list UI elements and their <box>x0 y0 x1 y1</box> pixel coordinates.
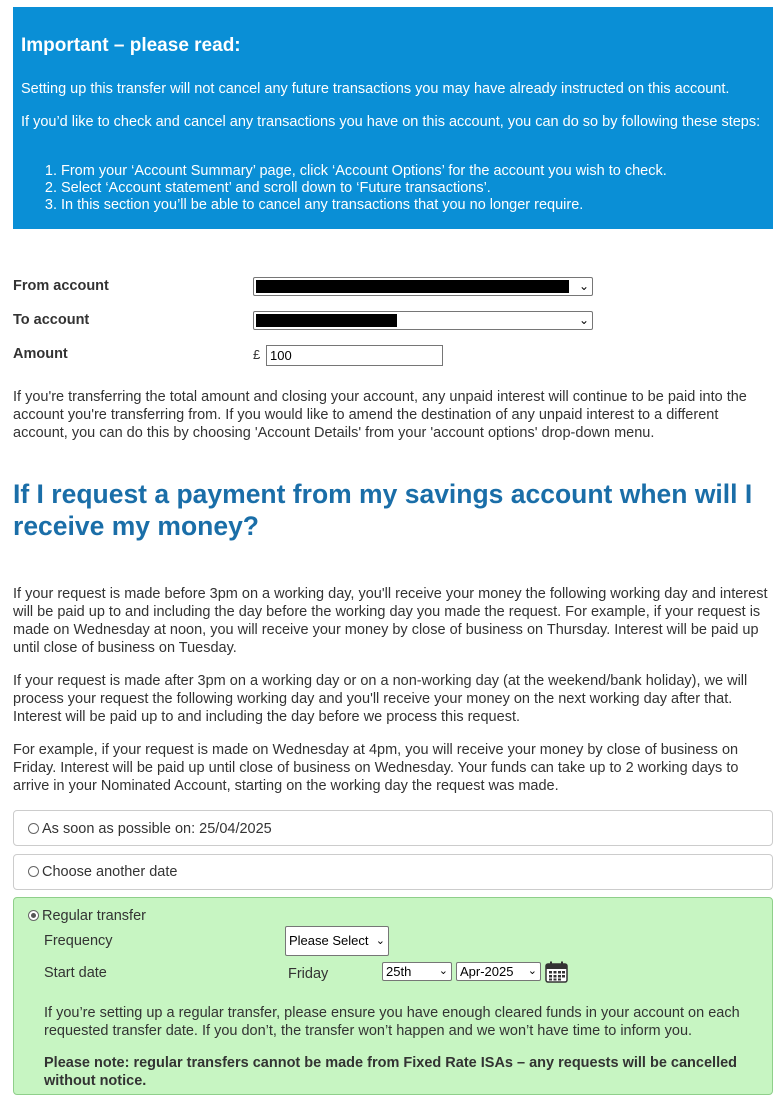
amount-input[interactable] <box>266 345 443 366</box>
start-day-value: 25th <box>386 964 412 979</box>
amount-label: Amount <box>13 346 68 362</box>
from-account-select[interactable] <box>253 277 593 296</box>
option-regular-transfer[interactable] <box>13 897 773 1095</box>
chevron-down-icon: ⌄ <box>578 279 589 293</box>
chevron-down-icon: ⌄ <box>578 313 589 327</box>
closing-account-note: If you're transferring the total amount and closing your account, any unpaid interest will continue to be paid into the account you're transferring from. If you would like to amend the destination of any unpaid interest to a different account, you can do this by choosing 'Account Details' from your 'account options' drop-down menu. <box>13 389 747 441</box>
info-para-3: For example, if your request is made on Wednesday at 4pm, you will receive your money by close of business on Friday. Interest will be paid up until close of business on Wednesday. Your funds can take up to 2 working days to arrive in your Nominated Account, starting on the working day the request was made. <box>13 742 739 794</box>
asap-label: As soon as possible on: 25/04/2025 <box>42 821 272 837</box>
start-day-select[interactable] <box>382 962 452 981</box>
notice-para-2: If you’d like to check and cancel any transactions you have on this account, you can do so by following these steps: <box>21 114 761 130</box>
calendar-icon[interactable] <box>545 961 568 983</box>
option-another-date[interactable] <box>13 854 773 890</box>
frequency-label: Frequency <box>44 933 113 949</box>
notice-para-1: Setting up this transfer will not cancel any future transactions you may have already instructed on this account. <box>21 81 730 97</box>
to-account-label: To account <box>13 312 90 328</box>
chevron-down-icon: ⌄ <box>438 965 448 977</box>
from-account-label: From account <box>13 278 109 294</box>
regular-radio[interactable] <box>28 910 39 921</box>
currency-symbol: £ <box>253 347 261 362</box>
important-notice <box>13 7 773 229</box>
start-month-value: Apr-2025 <box>460 964 514 979</box>
notice-step: 1. From your ‘Account Summary’ page, click ‘Account Options’ for the account you wish to check. <box>61 163 667 180</box>
page-heading: If I request a payment from my savings account when will I receive my money? <box>13 479 753 541</box>
to-account-select[interactable] <box>253 311 593 330</box>
notice-title: Important – please read: <box>21 35 241 56</box>
regular-label: Regular transfer <box>42 908 146 924</box>
notice-steps <box>21 163 667 214</box>
frequency-value: Please Select <box>289 933 369 948</box>
redacted-account <box>256 314 397 327</box>
another-date-label: Choose another date <box>42 864 178 880</box>
chevron-down-icon: ⌄ <box>375 935 385 947</box>
start-date-label: Start date <box>44 965 107 981</box>
start-month-select[interactable] <box>456 962 541 981</box>
fixed-rate-isa-note: Please note: regular transfers cannot be made from Fixed Rate ISAs – any requests will be cancelled without notice. <box>44 1055 738 1089</box>
start-weekday: Friday <box>288 966 329 982</box>
info-para-1: If your request is made before 3pm on a working day, you'll receive your money the following working day and interest will be paid up to and including the day before the working day you made the request. For example, if your request is made on Wednesday at noon, you will receive your money by close of business on Thursday. Interest will be paid up until close of business on Tuesday. <box>13 586 768 656</box>
info-para-2: If your request is made after 3pm on a working day or on a non-working day (at the weekend/bank holiday), we will process your request the following working day and you'll receive your money on the next working day after that. Interest will be paid up to and including the day before we process this request. <box>13 673 748 725</box>
chevron-down-icon: ⌄ <box>527 965 537 977</box>
notice-step: 3. In this section you’ll be able to cancel any transactions that you no longer require. <box>61 197 667 214</box>
frequency-select[interactable] <box>285 926 389 956</box>
option-asap[interactable] <box>13 810 773 846</box>
asap-radio[interactable] <box>28 823 39 834</box>
redacted-account <box>256 280 569 293</box>
notice-step: 2. Select ‘Account statement’ and scroll down to ‘Future transactions’. <box>61 180 667 197</box>
another-date-radio[interactable] <box>28 866 39 877</box>
regular-transfer-note: If you’re setting up a regular transfer, please ensure you have enough cleared funds in your account on each requested transfer date. If you don’t, the transfer won’t happen and we won’t have time to inform you. <box>44 1005 740 1039</box>
